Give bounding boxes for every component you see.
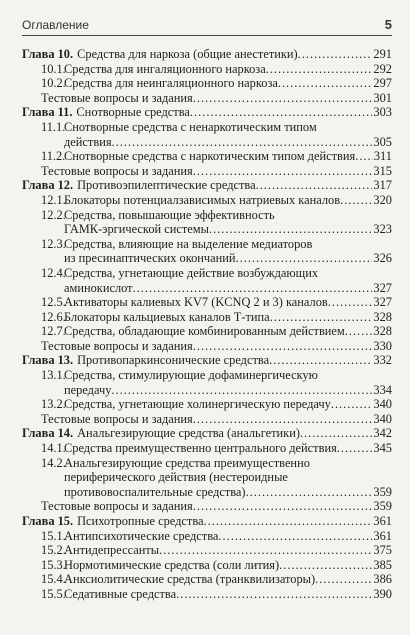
entry-title: Активаторы калиевых KV7 (KCNQ 2 и 3) каналов <box>64 295 328 310</box>
toc-text <box>64 543 392 558</box>
entry-title: Анксиолитические средства (транквилизаторы) <box>64 572 316 587</box>
page-reference: 326 <box>373 251 392 266</box>
dot-leader <box>300 426 372 441</box>
dot-leader <box>331 397 373 412</box>
page-reference: 291 <box>373 47 392 61</box>
toc-section-entry[interactable] <box>22 441 392 456</box>
toc-section-entry[interactable] <box>22 587 392 602</box>
toc-text <box>64 295 392 310</box>
toc-text <box>64 529 392 544</box>
dot-leader <box>176 587 372 602</box>
entry-title: Блокаторы потенциалзависимых натриевых каналов <box>64 192 341 207</box>
entry-title: Тестовые вопросы и задания <box>41 411 193 426</box>
entry-title-continuation: аминокислот <box>64 280 133 295</box>
toc-text <box>77 353 392 368</box>
toc-line <box>22 412 392 427</box>
entry-title: Противопаркинсонические средства <box>77 353 270 368</box>
toc-section-entry[interactable] <box>22 456 392 500</box>
toc-chapter-entry[interactable] <box>22 514 392 529</box>
entry-title: Противоэпилептические средства <box>77 178 256 193</box>
toc-line <box>22 105 392 120</box>
toc-line <box>22 164 392 179</box>
entry-title: Средства для наркоза (общие анестетики) <box>77 47 298 61</box>
toc-chapter-entry[interactable] <box>22 47 392 62</box>
toc-text <box>64 572 392 587</box>
dot-leader <box>133 281 373 296</box>
section-number: 13.1. <box>41 368 66 383</box>
toc-line <box>22 514 392 529</box>
toc-section-entry[interactable] <box>22 558 392 573</box>
toc-tests-entry[interactable] <box>22 412 392 427</box>
toc-section-entry[interactable] <box>22 149 392 164</box>
entry-title: Снотворные средства <box>76 105 190 120</box>
page-reference: 375 <box>373 543 392 558</box>
toc-line <box>22 47 392 62</box>
toc-text <box>64 397 392 412</box>
section-number: 15.4. <box>41 572 66 587</box>
chapter-number: Глава 15. <box>22 514 74 528</box>
toc-text <box>41 499 392 514</box>
toc-text <box>76 105 392 120</box>
toc-line <box>22 499 392 514</box>
toc-line <box>22 91 392 106</box>
section-number: 12.5. <box>41 295 66 310</box>
entry-title-continuation: передачу <box>64 382 112 397</box>
toc-text <box>64 558 392 573</box>
page-reference: 292 <box>373 61 392 76</box>
dot-leader <box>298 47 373 62</box>
toc-chapter-entry[interactable] <box>22 105 392 120</box>
toc-tests-entry[interactable] <box>22 339 392 354</box>
toc-tests-entry[interactable] <box>22 91 392 106</box>
entry-title: Нормотимические средства (соли лития) <box>64 557 280 572</box>
entry-title: Тестовые вопросы и задания <box>41 338 193 353</box>
entry-title: Психотропные средства <box>77 514 204 528</box>
toc-line <box>22 178 392 193</box>
toc-section-entry[interactable] <box>22 76 392 91</box>
toc-text <box>77 47 392 62</box>
toc-line <box>22 441 392 456</box>
dot-leader <box>279 558 372 573</box>
entry-title: Средства, угнетающие холинергическую передачу <box>64 397 331 412</box>
page-reference: 305 <box>373 134 392 149</box>
section-number: 10.1. <box>41 61 66 76</box>
toc-line <box>22 353 392 368</box>
toc-continuation-line <box>22 281 392 296</box>
dot-leader <box>218 529 372 544</box>
chapter-number: Глава 11. <box>22 105 73 120</box>
dot-leader <box>193 91 373 106</box>
toc-line <box>22 193 392 208</box>
chapter-number: Глава 14. <box>22 426 74 441</box>
chapter-number: Глава 10. <box>22 47 74 61</box>
toc-text <box>64 62 392 77</box>
toc-line <box>22 310 392 325</box>
entry-title: Блокаторы кальциевых каналов Т-типа <box>64 309 270 324</box>
dot-leader <box>204 514 373 529</box>
dot-leader <box>193 164 373 179</box>
entry-title: Тестовые вопросы и задания <box>41 90 193 105</box>
entry-title: Средства, угнетающие действие возбуждающих <box>64 265 319 280</box>
page-reference: 359 <box>373 499 392 514</box>
toc-continuation-line <box>22 135 392 150</box>
toc-line <box>22 237 392 252</box>
toc-section-entry[interactable] <box>22 266 392 295</box>
toc-continuation-line <box>22 251 392 266</box>
toc-text <box>64 76 392 91</box>
entry-title: Средства, обладающие комбинированным действием <box>64 324 345 339</box>
section-number: 14.1. <box>41 441 66 456</box>
toc-line <box>22 62 392 77</box>
toc-section-entry[interactable] <box>22 62 392 77</box>
toc-text <box>64 149 392 164</box>
dot-leader <box>355 149 373 164</box>
toc-tests-entry[interactable] <box>22 164 392 179</box>
entry-title: Снотворные средства с ненаркотическим типом <box>64 119 317 134</box>
dot-leader <box>340 193 372 208</box>
section-title: Оглавление <box>22 18 89 32</box>
entry-title: Средства, повышающие эффективность <box>64 207 275 222</box>
toc-text <box>41 164 392 179</box>
toc-continuation-line <box>22 222 392 237</box>
toc-continuation-line <box>22 485 392 500</box>
dot-leader <box>112 135 373 150</box>
entry-title: Средства преимущественно центрального действия <box>64 441 337 456</box>
toc-section-entry[interactable] <box>22 120 392 149</box>
toc-text <box>77 178 392 193</box>
toc-continuation-line <box>22 383 392 398</box>
toc-text <box>64 310 392 325</box>
entry-title: Средства для ингаляционного наркоза <box>64 61 266 76</box>
toc-text <box>77 426 392 441</box>
toc-line <box>22 529 392 544</box>
section-number: 15.3. <box>41 557 66 572</box>
toc-chapter-entry[interactable] <box>22 426 392 441</box>
toc-text <box>64 587 392 602</box>
dot-leader <box>193 412 373 427</box>
entry-title: Седативные средства <box>64 586 177 601</box>
toc-text <box>64 237 392 252</box>
page-reference: 345 <box>373 441 392 456</box>
page-reference: 327 <box>373 280 392 295</box>
page-reference: 340 <box>373 411 392 426</box>
page-reference: 315 <box>373 163 392 178</box>
toc-line <box>22 339 392 354</box>
toc-continuation-line <box>22 470 392 485</box>
page-reference: 323 <box>373 222 392 237</box>
entry-title: Тестовые вопросы и задания <box>41 163 193 178</box>
toc-line <box>22 558 392 573</box>
toc-text <box>64 441 392 456</box>
toc-line <box>22 572 392 587</box>
page-reference: 359 <box>373 484 392 499</box>
page-reference: 332 <box>373 353 392 368</box>
entry-title-continuation: ГАМК-эргической системы <box>64 222 209 237</box>
dot-leader <box>236 251 373 266</box>
dot-leader <box>270 310 373 325</box>
toc-text <box>64 266 392 281</box>
toc-section-entry[interactable] <box>22 324 392 339</box>
section-number: 14.2. <box>41 455 66 470</box>
dot-leader <box>266 62 373 77</box>
section-number: 12.4. <box>41 265 66 280</box>
toc-line <box>22 543 392 558</box>
page-reference: 311 <box>373 149 392 164</box>
toc-section-entry[interactable] <box>22 397 392 412</box>
toc-section-entry[interactable] <box>22 208 392 237</box>
section-number: 12.3. <box>41 236 66 251</box>
page-reference: 361 <box>373 528 392 543</box>
dot-leader <box>337 441 373 456</box>
toc-text <box>64 193 392 208</box>
entry-title-continuation: периферического действия (нестероидные <box>64 470 288 485</box>
page-reference: 330 <box>373 338 392 353</box>
toc-text <box>64 324 392 339</box>
running-header <box>22 0 392 36</box>
toc-section-entry[interactable] <box>22 310 392 325</box>
toc-section-entry[interactable] <box>22 529 392 544</box>
toc-tests-entry[interactable] <box>22 499 392 514</box>
dot-leader <box>328 295 373 310</box>
section-number: 15.2. <box>41 543 66 558</box>
chapter-number: Глава 12. <box>22 178 74 193</box>
dot-leader <box>315 572 372 587</box>
dot-leader <box>246 485 373 500</box>
toc-text <box>77 514 392 529</box>
entry-title: Анальгезирующие средства преимущественно <box>64 455 310 470</box>
section-number: 12.6. <box>41 309 66 324</box>
section-number: 15.1. <box>41 528 66 543</box>
entry-title: Антипсихотические средства <box>64 528 219 543</box>
section-number: 15.5. <box>41 586 66 601</box>
entry-title: Снотворные средства с наркотическим типом действия <box>64 149 356 164</box>
toc-section-entry[interactable] <box>22 543 392 558</box>
toc-section-entry[interactable] <box>22 237 392 266</box>
dot-leader <box>193 339 373 354</box>
toc-section-entry[interactable] <box>22 572 392 587</box>
page-reference: 327 <box>373 295 392 310</box>
toc-section-entry[interactable] <box>22 193 392 208</box>
toc-chapter-entry[interactable] <box>22 178 392 193</box>
section-number: 11.1. <box>41 119 66 134</box>
entry-title: Анальгезирующие средства (анальгетики) <box>77 426 300 441</box>
toc-text <box>64 456 392 471</box>
toc-line <box>22 266 392 281</box>
page-reference: 361 <box>373 514 392 528</box>
toc-text <box>64 120 392 135</box>
section-number: 12.1. <box>41 192 66 207</box>
page-reference: 303 <box>373 105 392 120</box>
toc-line <box>22 587 392 602</box>
toc-text <box>64 208 392 223</box>
dot-leader <box>256 178 373 193</box>
dot-leader <box>269 353 372 368</box>
page-reference: 328 <box>373 309 392 324</box>
entry-title: Средства, стимулирующие дофаминергическую <box>64 368 318 383</box>
page-number: 5 <box>384 17 392 32</box>
section-number: 12.7. <box>41 324 66 339</box>
section-number: 13.2. <box>41 397 66 412</box>
entry-title: Средства, влияющие на выделение медиаторов <box>64 236 313 251</box>
page-reference: 385 <box>373 557 392 572</box>
toc-line <box>22 426 392 441</box>
toc-chapter-entry[interactable] <box>22 353 392 368</box>
dot-leader <box>111 383 372 398</box>
page-reference: 340 <box>373 397 392 412</box>
entry-title: Антидепрессанты <box>64 543 160 558</box>
toc-line <box>22 324 392 339</box>
section-number: 10.2. <box>41 76 66 91</box>
entry-title-continuation: действия <box>64 134 112 149</box>
toc-line <box>22 456 392 471</box>
toc-line <box>22 208 392 223</box>
toc-line <box>22 120 392 135</box>
page-reference: 334 <box>373 382 392 397</box>
entry-title-continuation: противовоспалительные средства) <box>64 484 246 499</box>
toc-line <box>22 149 392 164</box>
page-reference: 317 <box>373 178 392 193</box>
dot-leader <box>190 105 372 120</box>
page-reference: 328 <box>373 324 392 339</box>
section-number: 11.2. <box>41 149 66 164</box>
dot-leader <box>209 222 372 237</box>
toc-section-entry[interactable] <box>22 295 392 310</box>
chapter-number: Глава 13. <box>22 353 74 368</box>
dot-leader <box>193 499 373 514</box>
dot-leader <box>278 76 373 91</box>
page-reference: 342 <box>373 426 392 441</box>
toc-line <box>22 295 392 310</box>
page-reference: 301 <box>373 90 392 105</box>
dot-leader <box>345 324 373 339</box>
page-reference: 386 <box>373 572 392 587</box>
toc-line <box>22 397 392 412</box>
page-reference: 297 <box>373 76 392 91</box>
page-reference: 320 <box>373 192 392 207</box>
section-number: 12.2. <box>41 207 66 222</box>
toc-text <box>64 368 392 383</box>
toc-line <box>22 76 392 91</box>
toc-section-entry[interactable] <box>22 368 392 397</box>
toc-text <box>41 412 392 427</box>
dot-leader <box>159 543 372 558</box>
toc-text <box>41 91 392 106</box>
entry-title: Тестовые вопросы и задания <box>41 499 193 514</box>
toc-line <box>22 368 392 383</box>
entry-title-continuation: из пресинаптических окончаний <box>64 251 236 266</box>
entry-title: Средства для неингаляционного наркоза <box>64 76 278 91</box>
toc-text <box>41 339 392 354</box>
page-reference: 390 <box>373 586 392 601</box>
table-of-contents <box>22 47 392 602</box>
